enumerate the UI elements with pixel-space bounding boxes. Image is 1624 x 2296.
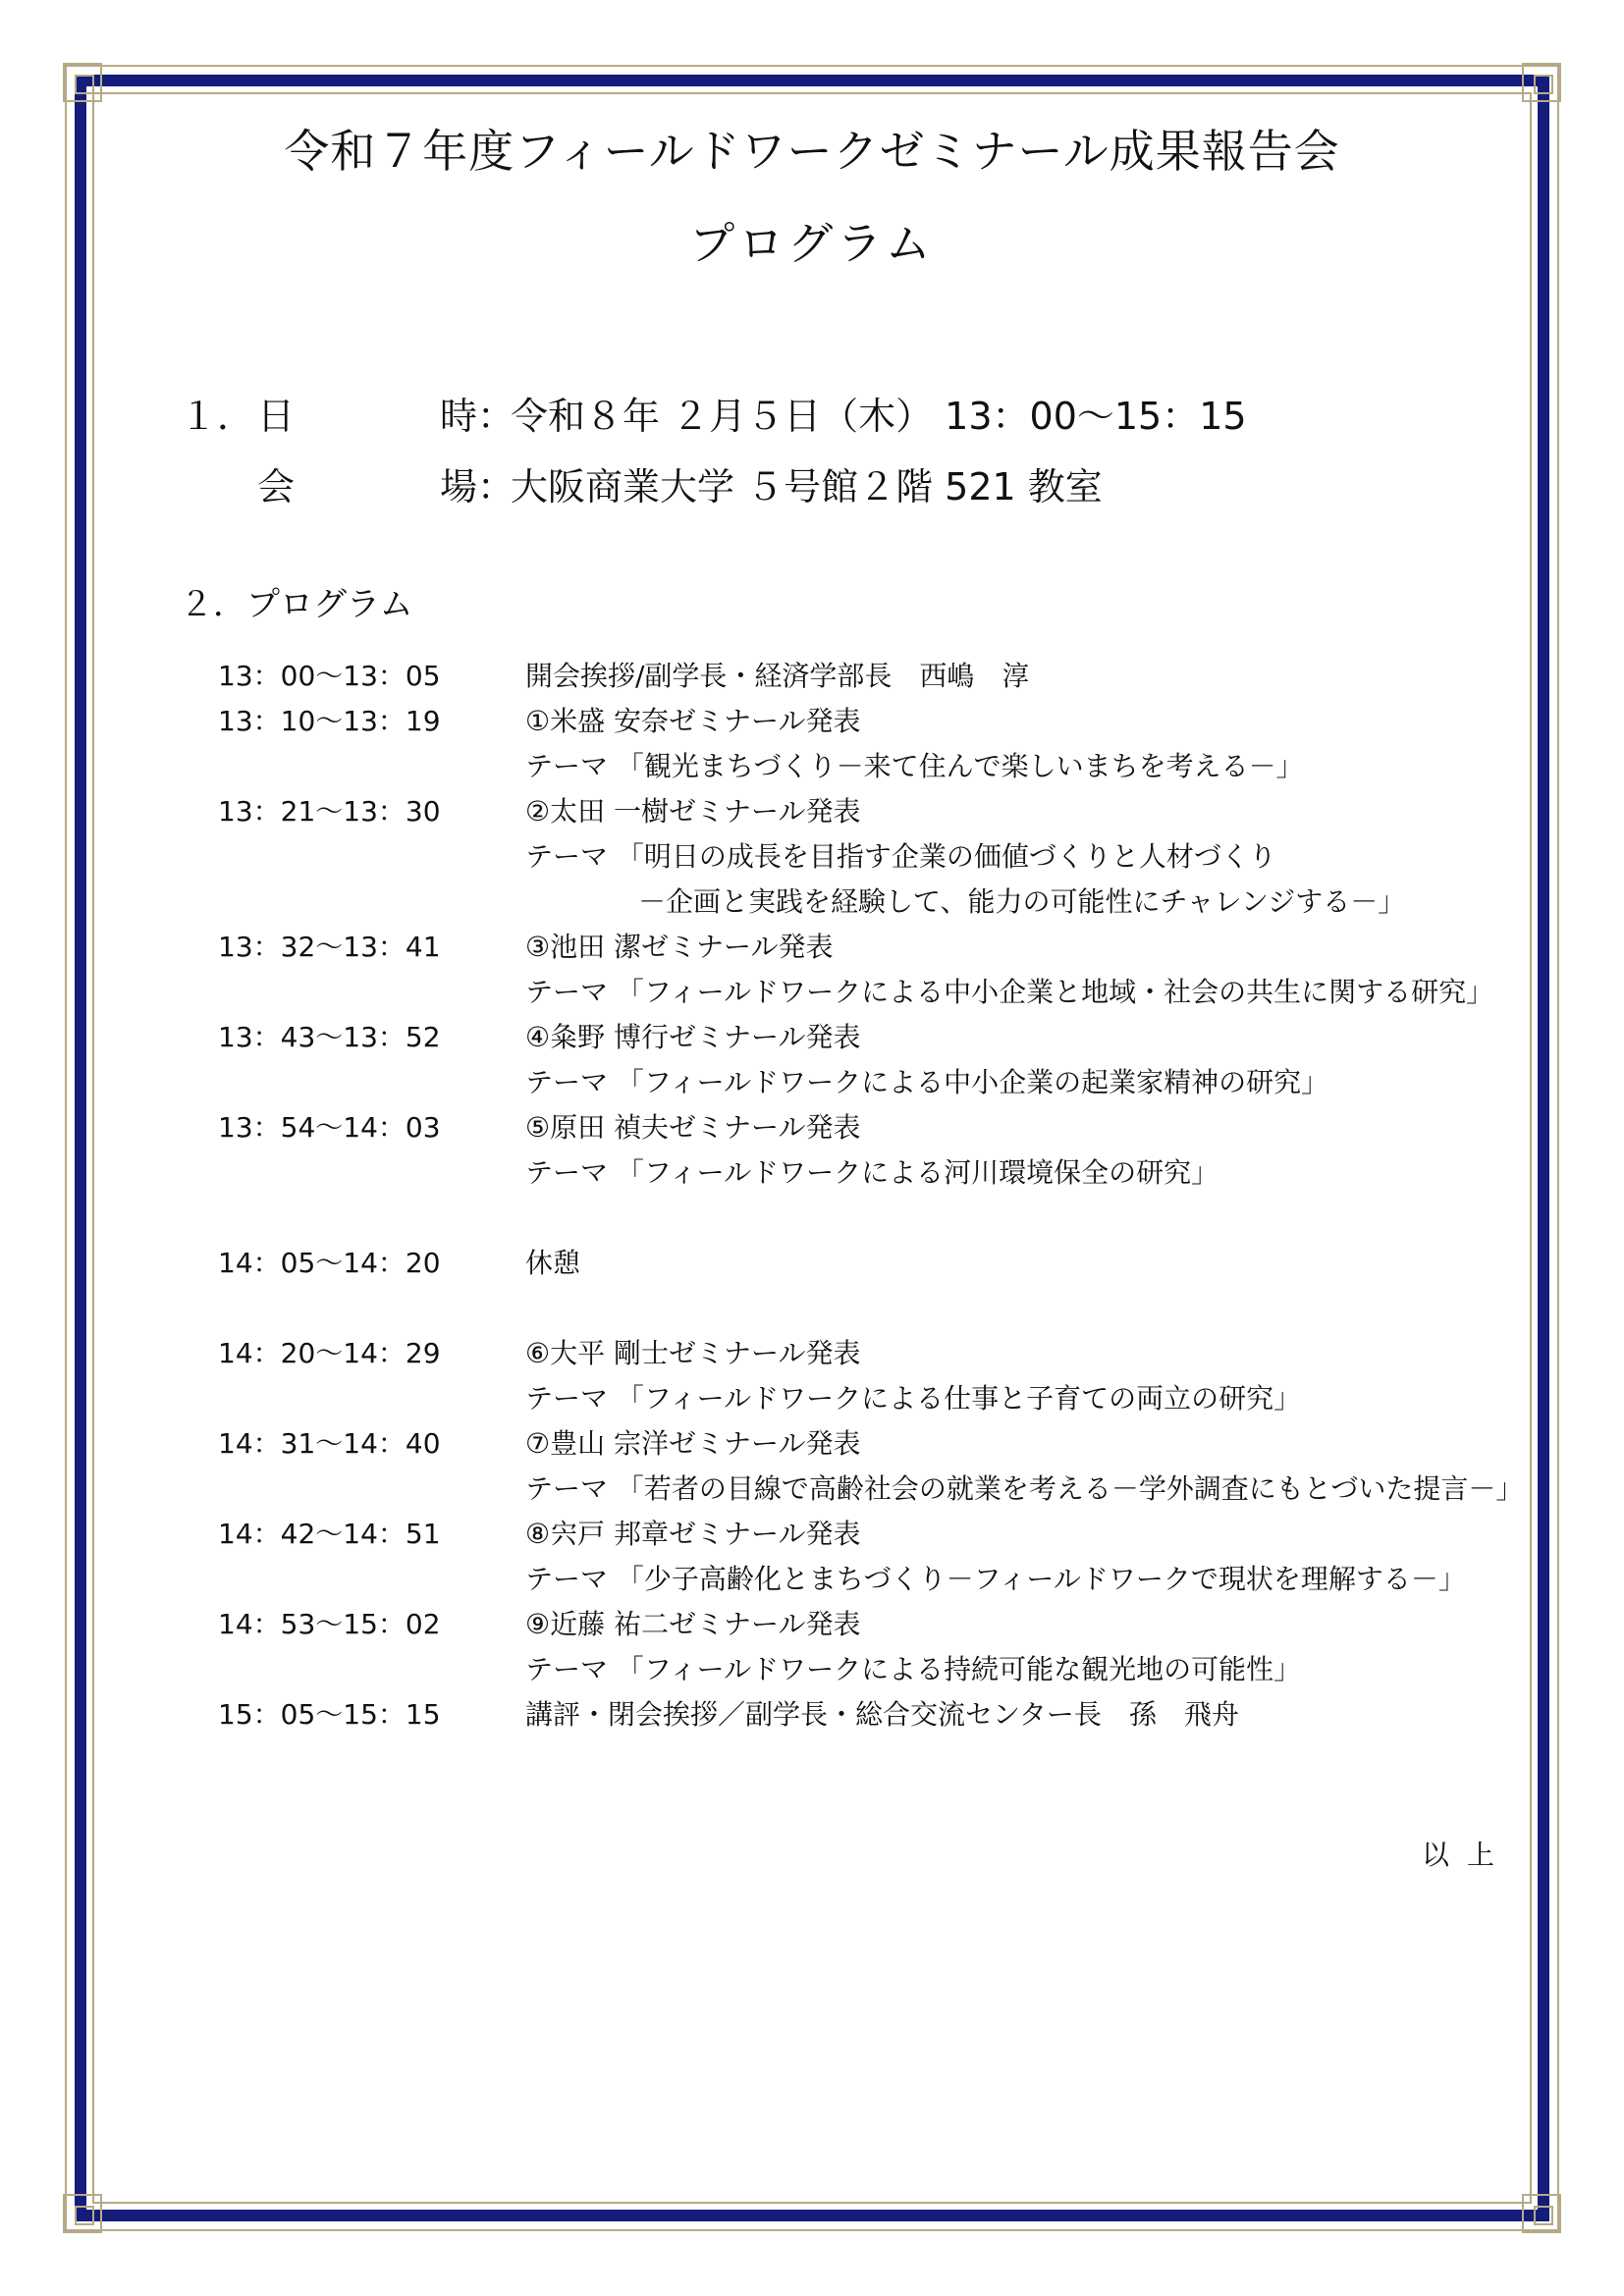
document-title: 令和７年度フィールドワークゼミナール成果報告会: [284, 125, 1340, 178]
program-time: 14：31～14：40: [218, 1427, 441, 1460]
program-item-text: テーマ 「明日の成長を目指す企業の価値づくりと人材づくり: [525, 840, 1276, 873]
program-item-text: ⑥大平 剛士ゼミナール発表: [525, 1337, 861, 1369]
program-item-text: ②太田 一樹ゼミナール発表: [525, 795, 861, 828]
frame-corner-ornament: [63, 2194, 102, 2233]
program-time: 14：53～15：02: [218, 1608, 441, 1640]
program-item-text: 休憩: [525, 1247, 581, 1279]
program-item-text: テーマ 「少子高齢化とまちづくり－フィールドワークで現状を理解する－」: [525, 1563, 1466, 1595]
program-time: 14：20～14：29: [218, 1337, 441, 1369]
program-item-text: ⑧宍戸 邦章ゼミナール発表: [525, 1518, 861, 1550]
program-item-text: ③池田 潔ゼミナール発表: [525, 931, 834, 963]
program-item-text: テーマ 「フィールドワークによる持続可能な観光地の可能性」: [525, 1653, 1302, 1685]
document-subtitle: プログラム: [689, 217, 935, 270]
program-item-text: テーマ 「若者の目線で高齢社会の就業を考える－学外調査にもとづいた提言－」: [525, 1472, 1524, 1505]
date-label-second: 時：: [440, 395, 515, 438]
program-item-text: テーマ 「フィールドワークによる河川環境保全の研究」: [525, 1156, 1219, 1189]
date-value: 令和８年 ２月５日（木） 13：00～15：15: [511, 395, 1247, 438]
program-item-text: テーマ 「観光まちづくり－来て住んで楽しいまちを考える－」: [525, 750, 1304, 782]
program-item-text: ①米盛 安奈ゼミナール発表: [525, 705, 861, 737]
frame-corner-ornament: [1522, 2194, 1561, 2233]
program-item-text: ⑤原田 禎夫ゼミナール発表: [525, 1111, 861, 1144]
program-item-text: テーマ 「フィールドワークによる中小企業の起業家精神の研究」: [525, 1066, 1329, 1098]
program-time: 14：42～14：51: [218, 1518, 441, 1550]
program-item-text: 開会挨拶/副学長・経済学部長 西嶋 淳: [525, 660, 1030, 692]
program-time: 13：21～13：30: [218, 795, 441, 828]
program-item-text: テーマ 「フィールドワークによる中小企業と地域・社会の共生に関する研究」: [525, 976, 1494, 1008]
program-item-text: ⑨近藤 祐二ゼミナール発表: [525, 1608, 861, 1640]
program-item-text: 講評・閉会挨拶／副学長・総合交流センター長 孫 飛舟: [525, 1698, 1239, 1731]
program-heading: ２．プログラム: [180, 585, 413, 624]
program-time: 13：00～13：05: [218, 660, 441, 692]
program-time: 14：05～14：20: [218, 1247, 441, 1279]
program-time: 13：10～13：19: [218, 705, 441, 737]
venue-label-second: 場：: [440, 465, 515, 508]
info-number: １．: [180, 395, 255, 438]
frame-corner-ornament: [1522, 63, 1561, 102]
program-time: 13：43～13：52: [218, 1021, 441, 1053]
program-time: 13：32～13：41: [218, 931, 441, 963]
program-time: 15：05～15：15: [218, 1698, 441, 1731]
program-item-text: テーマ 「フィールドワークによる仕事と子育ての両立の研究」: [525, 1382, 1302, 1415]
venue-value: 大阪商業大学 ５号館２階 521 教室: [511, 465, 1103, 508]
program-item-text: ④粂野 博行ゼミナール発表: [525, 1021, 861, 1053]
date-label-first: 日: [257, 395, 296, 438]
program-item-text: ⑦豊山 宗洋ゼミナール発表: [525, 1427, 861, 1460]
venue-label-first: 会: [257, 465, 296, 508]
frame-corner-ornament: [63, 63, 102, 102]
program-item-text: －企画と実践を経験して、能力の可能性にチャレンジする－」: [638, 885, 1406, 918]
program-time: 13：54～14：03: [218, 1111, 441, 1144]
closing-text: 以上: [1422, 1839, 1513, 1871]
